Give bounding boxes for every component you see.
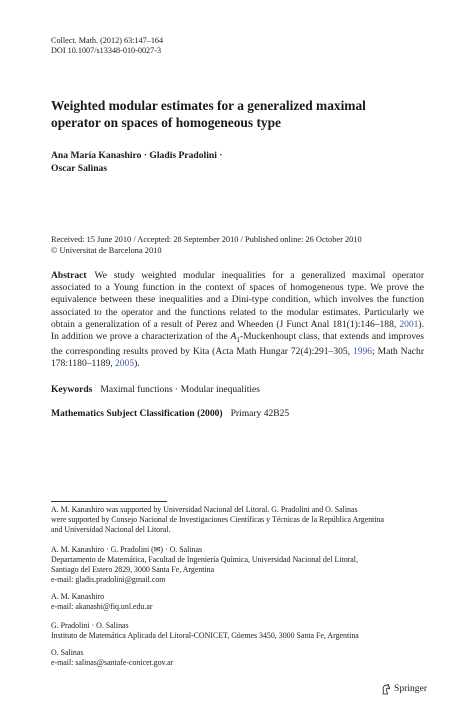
authors — [51, 150, 431, 175]
authors-line-1: Ana María Kanashiro · Gladis Pradolini · — [51, 150, 223, 161]
doi: DOI 10.1007/s13348-010-0027-3 — [51, 46, 162, 55]
ref-link-2005[interactable]: 2005 — [115, 358, 135, 370]
keywords-text: Maximal functions · Modular inequalities — [100, 384, 260, 395]
affiliation-2-name: A. M. Kanashiro — [51, 592, 105, 601]
affiliation-1-names: A. M. Kanashiro · G. Pradolini (✉) · O. Salinas — [51, 545, 203, 554]
title-line-1: Weighted modular estimates for a generalized maximal — [51, 98, 366, 113]
journal-citation: Collect. Math. (2012) 63:147–164 — [51, 36, 164, 45]
msc-classification — [51, 408, 289, 420]
affiliation-2-email[interactable]: e-mail: akanashi@fiq.unl.edu.ar — [51, 602, 153, 611]
affiliation-4-name: O. Salinas — [51, 648, 84, 657]
abstract-text-5: ). — [134, 358, 140, 370]
footnote-rule — [51, 501, 167, 502]
abstract-text-1: We study weighted modular inequalities for a generalized maximal operator associated to a Young function in the context of spaces of homogeneous type. We prove the equivalence between these inequalities and a Dini-type condition, which involves the function associated to the operator and the functions related to the modular estimates. Particularly we obtain a generalization of a result of Perez and Wheeden (J Funct Anal 181(1):146–188, — [51, 270, 424, 330]
keywords-label: Keywords — [51, 384, 93, 395]
paper-title — [51, 97, 431, 131]
affiliation-3-names: G. Pradolini · O. Salinas — [51, 621, 129, 630]
abstract-text-2: ). In addition we prove a characterization of the — [51, 318, 424, 343]
affiliation-4-email[interactable]: e-mail: salinas@santafe-conicet.gov.ar — [51, 658, 174, 667]
msc-label: Mathematics Subject Classification (2000) — [51, 408, 223, 419]
funding-note — [51, 505, 431, 535]
affiliation-3-institute: Instituto de Matemática Aplicada del Litoral-CONICET, Güemes 3450, 3000 Santa Fe, Argentina — [51, 631, 359, 640]
funding-line-2: were supported by Consejo Nacional de Investigaciones Científicas y Técnicas de la República Argentina — [51, 515, 384, 524]
publication-dates — [51, 235, 431, 256]
copyright-line: © Universitat de Barcelona 2010 — [51, 245, 162, 255]
affiliation-1-dept: Departamento de Matemática, Facultad de Ingeniería Química, Universidad Nacional del Litoral, — [51, 555, 358, 564]
abstract-text-3: -Muckenhoupt class, that extends and improves the corresponding results proved by Kita (Acta Math Hungar 72(4):291–305, — [51, 331, 424, 358]
affiliation-3 — [51, 621, 431, 641]
math-a: A — [230, 331, 237, 343]
funding-line-3: and Universidad Nacional del Litoral. — [51, 525, 171, 534]
title-line-2: operator on spaces of homogeneous type — [51, 115, 281, 130]
abstract — [51, 270, 424, 371]
affiliation-1-email[interactable]: e-mail: gladis.pradolini@gmail.com — [51, 575, 166, 584]
math-sub: 1 — [236, 335, 240, 344]
affiliation-4 — [51, 648, 431, 668]
ref-link-1996[interactable]: 1996 — [352, 346, 373, 358]
journal-header — [51, 36, 163, 56]
dates-line: Received: 15 June 2010 / Accepted: 28 September 2010 / Published online: 26 October 2010 — [51, 235, 362, 244]
authors-line-2: Oscar Salinas — [51, 162, 108, 174]
affiliation-2 — [51, 592, 431, 612]
abstract-text-4: ; Math Nachr 178:1180–1189, — [51, 346, 424, 370]
abstract-label: Abstract — [51, 270, 87, 281]
msc-text: Primary 42B25 — [230, 408, 290, 419]
publisher-logo — [381, 683, 427, 695]
publisher-name: Springer — [394, 683, 428, 694]
keywords — [51, 384, 260, 396]
affiliation-1-address: Santiago del Estero 2829, 3000 Santa Fe, Argentina — [51, 565, 215, 574]
ref-link-2001[interactable]: 2001 — [399, 318, 419, 330]
funding-line-1: A. M. Kanashiro was supported by Universidad Nacional del Litoral. G. Pradolini and O. Salinas — [51, 505, 358, 514]
affiliation-1 — [51, 545, 431, 585]
springer-horse-icon — [381, 684, 391, 695]
